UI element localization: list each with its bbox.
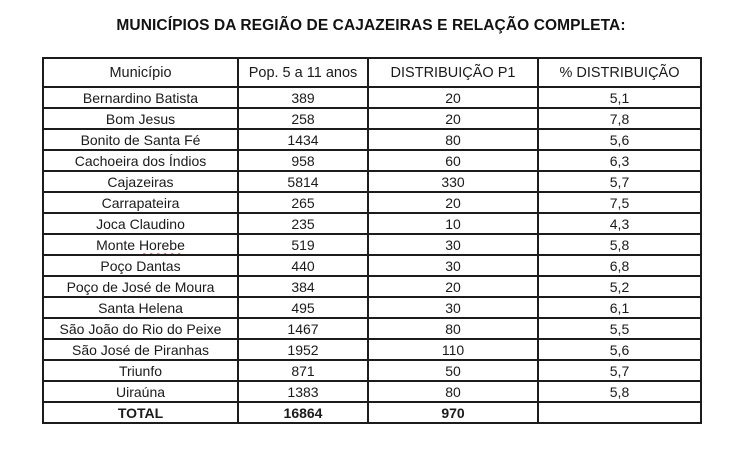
table-cell: Bernardino Batista <box>43 87 238 108</box>
total-cell: 970 <box>368 402 538 423</box>
table-cell: 30 <box>368 255 538 276</box>
table-cell: 5,6 <box>538 129 701 150</box>
table-cell: 440 <box>238 255 368 276</box>
table-cell: 1467 <box>238 318 368 339</box>
column-header: Município <box>43 58 238 87</box>
table-cell: 30 <box>368 297 538 318</box>
municipalities-table <box>42 57 702 424</box>
table-row <box>43 339 701 360</box>
table-cell: 871 <box>238 360 368 381</box>
table-cell: 958 <box>238 150 368 171</box>
table-cell: 5,7 <box>538 171 701 192</box>
table-cell: 5,8 <box>538 234 701 255</box>
table-cell: 389 <box>238 87 368 108</box>
table-cell: 20 <box>368 87 538 108</box>
table-cell: Uiraúna <box>43 381 238 402</box>
table-cell: 60 <box>368 150 538 171</box>
table-cell: 6,1 <box>538 297 701 318</box>
table-header-row <box>43 58 701 87</box>
table-cell: 7,8 <box>538 108 701 129</box>
table-cell: Bonito de Santa Fé <box>43 129 238 150</box>
table-cell: 5814 <box>238 171 368 192</box>
table-row <box>43 192 701 213</box>
table-cell: São José de Piranhas <box>43 339 238 360</box>
table-cell: Monte Horebe <box>43 234 238 255</box>
table-cell: Cachoeira dos Índios <box>43 150 238 171</box>
column-header: % DISTRIBUIÇÃO <box>538 58 701 87</box>
table-cell: São João do Rio do Peixe <box>43 318 238 339</box>
table-row <box>43 87 701 108</box>
table-cell: Carrapateira <box>43 192 238 213</box>
table-cell: 5,1 <box>538 87 701 108</box>
total-cell <box>538 402 701 423</box>
table-cell: 4,3 <box>538 213 701 234</box>
table-row <box>43 171 701 192</box>
table-cell: 5,8 <box>538 381 701 402</box>
table-cell: 258 <box>238 108 368 129</box>
table-cell: Bom Jesus <box>43 108 238 129</box>
column-header: DISTRIBUIÇÃO P1 <box>368 58 538 87</box>
table-cell: Cajazeiras <box>43 171 238 192</box>
table-cell: 5,5 <box>538 318 701 339</box>
table-cell: 265 <box>238 192 368 213</box>
table-row <box>43 234 701 255</box>
table-row <box>43 129 701 150</box>
table-cell: 110 <box>368 339 538 360</box>
table-cell: 235 <box>238 213 368 234</box>
table-cell: 5,7 <box>538 360 701 381</box>
table-cell: 6,8 <box>538 255 701 276</box>
table-body <box>43 87 701 423</box>
spellcheck-underline: Horebe <box>138 236 185 253</box>
table-cell: Joca Claudino <box>43 213 238 234</box>
table-cell: 30 <box>368 234 538 255</box>
table-cell: 330 <box>368 171 538 192</box>
table-row <box>43 381 701 402</box>
table-row <box>43 360 701 381</box>
table-cell: 20 <box>368 276 538 297</box>
table-cell: 7,5 <box>538 192 701 213</box>
table-row <box>43 255 701 276</box>
column-header: Pop. 5 a 11 anos <box>238 58 368 87</box>
total-cell: TOTAL <box>43 402 238 423</box>
table-cell: 20 <box>368 192 538 213</box>
table-cell: 384 <box>238 276 368 297</box>
table-cell: 50 <box>368 360 538 381</box>
table-cell: 6,3 <box>538 150 701 171</box>
total-cell: 16864 <box>238 402 368 423</box>
table-cell: 5,2 <box>538 276 701 297</box>
table-cell: Poço Dantas <box>43 255 238 276</box>
table-cell: 1434 <box>238 129 368 150</box>
table-cell: 1952 <box>238 339 368 360</box>
table-cell: 80 <box>368 381 538 402</box>
table-row <box>43 150 701 171</box>
table-cell: 80 <box>368 318 538 339</box>
table-cell: 20 <box>368 108 538 129</box>
table-row <box>43 318 701 339</box>
table-row <box>43 297 701 318</box>
table-cell: Santa Helena <box>43 297 238 318</box>
table-cell: 1383 <box>238 381 368 402</box>
table-cell: 519 <box>238 234 368 255</box>
table-row <box>43 213 701 234</box>
total-row <box>43 402 701 423</box>
table-row <box>43 108 701 129</box>
table-cell: 10 <box>368 213 538 234</box>
page-title: MUNICÍPIOS DA REGIÃO DE CAJAZEIRAS E RELAÇÃO COMPLETA: <box>116 17 626 34</box>
table-row <box>43 276 701 297</box>
table-cell: Poço de José de Moura <box>43 276 238 297</box>
table-cell: 495 <box>238 297 368 318</box>
table-cell: 5,6 <box>538 339 701 360</box>
table-cell: 80 <box>368 129 538 150</box>
table-cell: Triunfo <box>43 360 238 381</box>
